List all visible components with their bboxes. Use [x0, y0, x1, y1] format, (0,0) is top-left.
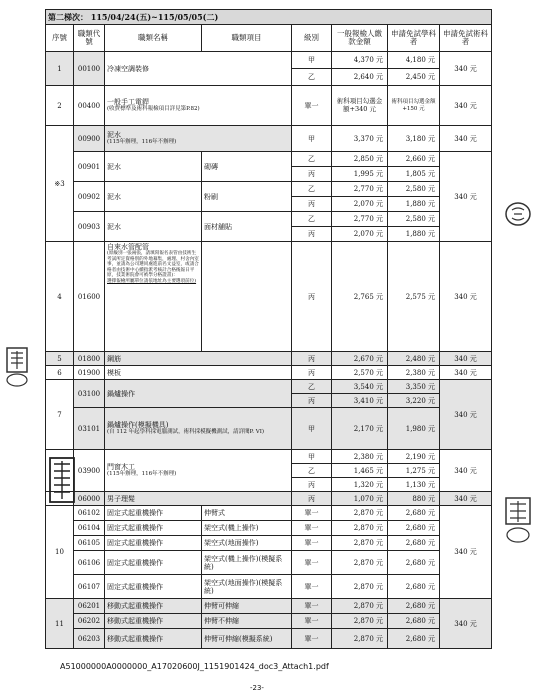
- header-fee: 一般報檢人繳款金額: [332, 25, 388, 52]
- header-seq: 序號: [46, 25, 74, 52]
- name-cell: [105, 86, 292, 126]
- exempt-subject-cell: 1,880 元: [388, 197, 440, 212]
- code-cell: 06102: [74, 506, 105, 521]
- header-item: 職類項目: [202, 25, 292, 52]
- fee-table: [45, 9, 492, 649]
- exempt-subject-cell: 3,350 元: [388, 380, 440, 394]
- seq-cell: ※3: [46, 126, 74, 242]
- code-cell: 00400: [74, 86, 105, 126]
- level-cell: 乙: [292, 69, 332, 86]
- fee-cell: 2,670 元: [332, 352, 388, 366]
- exempt-subject-cell: 1,805 元: [388, 167, 440, 182]
- level-cell: 單一: [292, 551, 332, 575]
- exempt-subject-cell: 1,980 元: [388, 408, 440, 450]
- fee-cell: 2,870 元: [332, 575, 388, 599]
- fee-cell: 2,870 元: [332, 614, 388, 629]
- level-cell: 丙: [292, 492, 332, 506]
- name-note: (115年辦理，116年不辦理): [107, 139, 177, 146]
- name-cell: 鋼筋: [105, 352, 292, 366]
- level-cell: 單一: [292, 536, 332, 551]
- seal-stamp-icon: [4, 345, 30, 387]
- code-cell: 06105: [74, 536, 105, 551]
- code-cell: 06203: [74, 629, 105, 649]
- level-cell: 單一: [292, 629, 332, 649]
- level-cell: 丙: [292, 394, 332, 408]
- fee-cell: 4,370 元: [332, 52, 388, 69]
- exempt-subject-cell: 2,680 元: [388, 536, 440, 551]
- name-cell: 固定式起重機操作: [105, 521, 202, 536]
- name-cell: 固定式起重機操作: [105, 536, 202, 551]
- level-cell: 甲: [292, 126, 332, 152]
- level-cell: 乙: [292, 182, 332, 197]
- exempt-tech-cell: 340 元: [440, 52, 492, 86]
- name-note: (115年辦理，116年不辦理): [107, 471, 177, 478]
- exempt-subject-cell: 880 元: [388, 492, 440, 506]
- fee-cell: 3,410 元: [332, 394, 388, 408]
- exempt-tech-cell: 340 元: [440, 152, 492, 242]
- name-cell: [105, 126, 292, 152]
- exempt-subject-cell: 2,575 元: [388, 242, 440, 352]
- fee-cell: 2,870 元: [332, 629, 388, 649]
- code-cell: 00100: [74, 52, 105, 86]
- fee-cell: 2,850 元: [332, 152, 388, 167]
- fee-cell: 1,320 元: [332, 478, 388, 492]
- exempt-tech-cell: 340 元: [440, 599, 492, 649]
- exempt-subject-cell: 2,680 元: [388, 506, 440, 521]
- exempt-tech-cell: 340 元: [440, 242, 492, 352]
- exempt-subject-cell: 2,660 元: [388, 152, 440, 167]
- exempt-subject-cell: 1,130 元: [388, 478, 440, 492]
- fee-cell: 術科項目勾選金額+340 元: [332, 86, 388, 126]
- name-note: (自 112 年起學科採電腦測試，術科採模擬機測試，請詳閱P. VI): [107, 429, 265, 436]
- fee-cell: 2,870 元: [332, 521, 388, 536]
- item-cell: 粉刷: [202, 182, 292, 212]
- item-cell: 架空式(地面操作): [202, 536, 292, 551]
- seal-stamp-icon: [47, 455, 77, 507]
- level-cell: 乙: [292, 212, 332, 227]
- name-cell: 移動式起重機操作: [105, 614, 202, 629]
- exempt-subject-cell: 1,880 元: [388, 227, 440, 242]
- level-cell: 甲: [292, 52, 332, 69]
- fee-cell: 2,870 元: [332, 536, 388, 551]
- level-cell: 乙: [292, 152, 332, 167]
- level-cell: 丙: [292, 242, 332, 352]
- code-cell: 00901: [74, 152, 105, 182]
- level-cell: 單一: [292, 521, 332, 536]
- exempt-subject-cell: 3,220 元: [388, 394, 440, 408]
- seq-cell: 2: [46, 86, 74, 126]
- item-cell: 伸臂可伸縮: [202, 599, 292, 614]
- level-cell: 丙: [292, 352, 332, 366]
- code-cell: 03100: [74, 380, 105, 408]
- seq-cell: 7: [46, 380, 74, 450]
- level-cell: 丙: [292, 197, 332, 212]
- fee-table-document: [45, 9, 491, 649]
- exempt-tech-cell: 340 元: [440, 126, 492, 152]
- name-text: 一般手工電銲: [107, 98, 149, 107]
- item-cell: 伸臂不伸縮: [202, 614, 292, 629]
- name-cell: 泥水: [105, 212, 202, 242]
- name-cell: 移動式起重機操作: [105, 629, 202, 649]
- item-cell: 架空式(地面操作)(模擬系統): [202, 575, 292, 599]
- seal-stamp-icon: [504, 200, 532, 228]
- seq-cell: 4: [46, 242, 74, 352]
- code-cell: 00903: [74, 212, 105, 242]
- exempt-subject-cell: 2,680 元: [388, 521, 440, 536]
- fee-cell: 2,770 元: [332, 182, 388, 197]
- name-cell: 移動式起重機操作: [105, 599, 202, 614]
- item-cell: 伸臂式: [202, 506, 292, 521]
- seq-cell: 11: [46, 599, 74, 649]
- exempt-tech-cell: 340 元: [440, 380, 492, 450]
- code-cell: 03101: [74, 408, 105, 450]
- exempt-subject-cell: 2,480 元: [388, 352, 440, 366]
- level-cell: 單一: [292, 86, 332, 126]
- fee-cell: 2,380 元: [332, 450, 388, 464]
- header-name: 職類名稱: [105, 25, 202, 52]
- header-code: 職類代號: [74, 25, 105, 52]
- header-exempt-subject: 申請免試學科者: [388, 25, 440, 52]
- exempt-subject-cell: 2,680 元: [388, 599, 440, 614]
- exempt-subject-cell: 3,180 元: [388, 126, 440, 152]
- exempt-subject-cell: 2,580 元: [388, 212, 440, 227]
- level-cell: 丙: [292, 478, 332, 492]
- name-text: 鍋爐操作(模擬機具): [107, 421, 169, 430]
- exempt-subject-cell: 2,680 元: [388, 551, 440, 575]
- level-cell: 單一: [292, 599, 332, 614]
- level-cell: 丙: [292, 227, 332, 242]
- fee-cell: 2,870 元: [332, 551, 388, 575]
- code-cell: 06107: [74, 575, 105, 599]
- name-note: (原級別一張兩張，請填寫報名表管由技術生考試所定資格別的外地幕集，處理、村舍內室事，並請為公司選同處進前名文益室，或請合格者由技術中心續指派考核計合格後報日平原，技業術院會可被學分格證書)：: [107, 251, 199, 279]
- exempt-tech-cell: 340 元: [440, 86, 492, 126]
- code-cell: 03900: [74, 450, 105, 492]
- exempt-subject-cell: 4,180 元: [388, 52, 440, 69]
- seq-cell: 1: [46, 52, 74, 86]
- page-number: -23-: [250, 684, 264, 692]
- session-title: 第二梯次： 115/04/24(五)~115/05/05(二): [46, 10, 492, 25]
- seq-cell: 5: [46, 352, 74, 366]
- code-cell: 00902: [74, 182, 105, 212]
- name-cell: 泥水: [105, 152, 202, 182]
- exempt-subject-cell: 2,450 元: [388, 69, 440, 86]
- code-cell: 06201: [74, 599, 105, 614]
- fee-cell: 1,070 元: [332, 492, 388, 506]
- fee-cell: 2,070 元: [332, 197, 388, 212]
- name-note-underlined: 選擇報檢所屬單位請依地址為主要選項前位): [107, 278, 197, 284]
- level-cell: 丙: [292, 167, 332, 182]
- code-cell: 06106: [74, 551, 105, 575]
- name-note: (收費標準及術科報檢項目詳見第P.82): [107, 106, 200, 113]
- code-cell: 06000: [74, 492, 105, 506]
- exempt-subject-cell: 2,580 元: [388, 182, 440, 197]
- exempt-subject-cell: 2,680 元: [388, 614, 440, 629]
- item-cell: 面材舖貼: [202, 212, 292, 242]
- file-footer: A51000000A0000000_A17020600J_1151901424_doc3_Attach1.pdf: [60, 662, 329, 671]
- exempt-tech-cell: 340 元: [440, 492, 492, 506]
- name-text: 泥水: [107, 131, 121, 140]
- exempt-tech-cell: 340 元: [440, 352, 492, 366]
- exempt-subject-cell: 2,190 元: [388, 450, 440, 464]
- fee-cell: 2,765 元: [332, 242, 388, 352]
- level-cell: 丙: [292, 366, 332, 380]
- code-cell: 06202: [74, 614, 105, 629]
- level-cell: 單一: [292, 575, 332, 599]
- item-cell: 架空式(機上操作)(模擬系統): [202, 551, 292, 575]
- seq-cell: 10: [46, 506, 74, 599]
- name-cell: 固定式起重機操作: [105, 506, 202, 521]
- exempt-tech-cell: 340 元: [440, 506, 492, 599]
- fee-cell: 2,870 元: [332, 599, 388, 614]
- fee-cell: 1,995 元: [332, 167, 388, 182]
- code-cell: 06104: [74, 521, 105, 536]
- name-text: 自來水管配管: [107, 243, 149, 251]
- item-cell: 伸臂可伸縮(模擬系統): [202, 629, 292, 649]
- item-cell: [202, 242, 292, 352]
- level-cell: 乙: [292, 464, 332, 478]
- exempt-subject-cell: 2,680 元: [388, 575, 440, 599]
- header-exempt-tech: 申請免試術科者: [440, 25, 492, 52]
- exempt-subject-cell: 1,275 元: [388, 464, 440, 478]
- header-level: 級別: [292, 25, 332, 52]
- level-cell: 單一: [292, 614, 332, 629]
- fee-cell: 3,370 元: [332, 126, 388, 152]
- code-cell: 01600: [74, 242, 105, 352]
- name-cell: 男子理髮: [105, 492, 292, 506]
- fee-cell: 2,170 元: [332, 408, 388, 450]
- exempt-subject-cell: 2,680 元: [388, 629, 440, 649]
- name-cell: 固定式起重機操作: [105, 551, 202, 575]
- level-cell: 甲: [292, 408, 332, 450]
- fee-cell: 2,570 元: [332, 366, 388, 380]
- item-cell: 架空式(機上操作): [202, 521, 292, 536]
- seq-cell: 6: [46, 366, 74, 380]
- exempt-tech-cell: 340 元: [440, 450, 492, 492]
- name-cell: 鍋爐操作: [105, 380, 292, 408]
- seal-stamp-icon: [503, 495, 533, 547]
- name-cell: [105, 242, 202, 352]
- fee-cell: 2,070 元: [332, 227, 388, 242]
- name-cell: 模板: [105, 366, 292, 380]
- code-cell: 01900: [74, 366, 105, 380]
- fee-cell: 3,540 元: [332, 380, 388, 394]
- name-cell: 泥水: [105, 182, 202, 212]
- level-cell: 乙: [292, 380, 332, 394]
- fee-cell: 2,640 元: [332, 69, 388, 86]
- name-cell: [105, 408, 292, 450]
- level-cell: 單一: [292, 506, 332, 521]
- name-cell: 固定式起重機操作: [105, 575, 202, 599]
- code-cell: 00900: [74, 126, 105, 152]
- exempt-tech-cell: 340 元: [440, 366, 492, 380]
- item-cell: 砌磚: [202, 152, 292, 182]
- name-cell: [105, 450, 292, 492]
- level-cell: 甲: [292, 450, 332, 464]
- fee-cell: 2,870 元: [332, 506, 388, 521]
- fee-cell: 1,465 元: [332, 464, 388, 478]
- code-cell: 01800: [74, 352, 105, 366]
- exempt-subject-cell: 2,380 元: [388, 366, 440, 380]
- fee-cell: 2,770 元: [332, 212, 388, 227]
- name-text: 門窗木工: [107, 463, 135, 472]
- name-cell: 冷凍空調裝修: [105, 52, 292, 86]
- exempt-subject-cell: 術科項目勾選金額+150 元: [388, 86, 440, 126]
